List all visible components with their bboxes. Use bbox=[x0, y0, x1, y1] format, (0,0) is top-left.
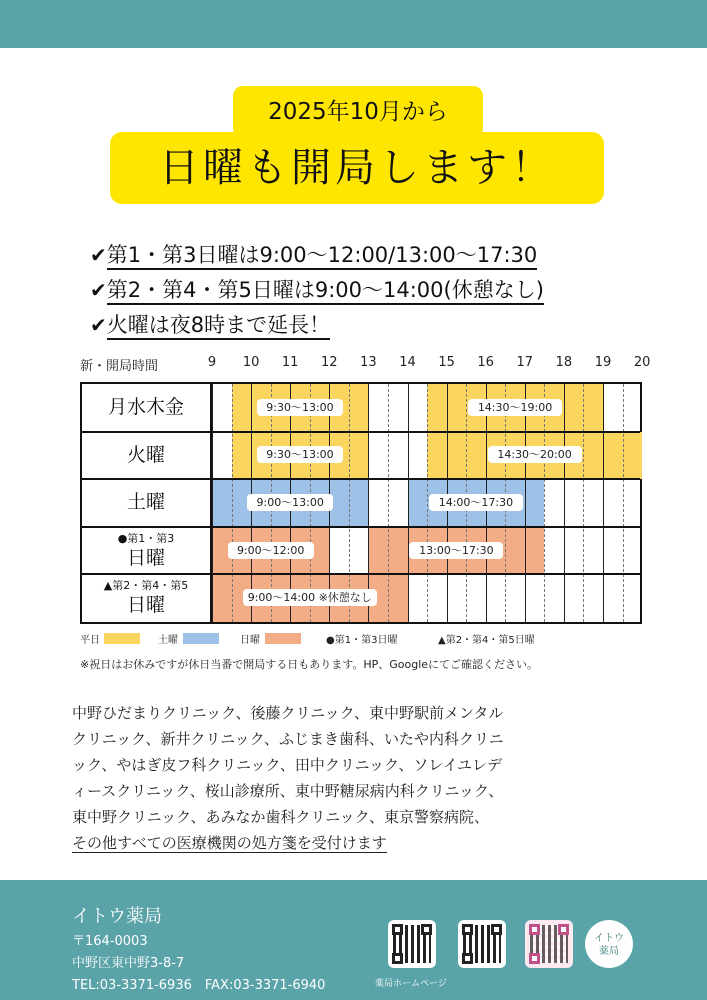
grid-line bbox=[408, 384, 409, 622]
hour-tick-label: 10 bbox=[242, 355, 260, 370]
legend-sun13: ●第1・第3日曜 bbox=[326, 635, 398, 646]
grid-line bbox=[368, 384, 369, 622]
row-label bbox=[82, 479, 210, 527]
feature-list bbox=[90, 240, 544, 345]
row-note: ●第1・第3 bbox=[117, 531, 175, 545]
feature-item-3: ✔火曜は夜8時まで延長！ bbox=[90, 310, 544, 345]
row-label bbox=[82, 432, 210, 480]
top-band bbox=[0, 0, 707, 48]
feature-item-2: ✔第2・第4・第5日曜は9:00〜14:00(休憩なし) bbox=[90, 275, 544, 310]
hour-tick-label: 19 bbox=[594, 355, 612, 370]
legend-sunday-label: 日曜 bbox=[240, 635, 260, 646]
legend-saturday-label: 土曜 bbox=[158, 635, 178, 646]
hour-tick-label: 9 bbox=[207, 355, 217, 370]
schedule-time-label: 13:00〜17:30 bbox=[409, 542, 503, 559]
qr-code-homepage-icon[interactable] bbox=[388, 920, 436, 968]
hour-tick-label: 17 bbox=[516, 355, 534, 370]
grid-line bbox=[427, 384, 428, 622]
grid-line bbox=[583, 384, 584, 622]
footer bbox=[0, 880, 707, 1000]
hour-tick-label: 13 bbox=[360, 355, 377, 370]
row-label bbox=[82, 527, 210, 575]
grid-line bbox=[212, 384, 213, 622]
qr-caption: 薬局ホームページ bbox=[375, 979, 447, 989]
row-day-label: 火曜 bbox=[126, 443, 165, 466]
hour-tick-label: 11 bbox=[281, 355, 299, 370]
pharmacy-name: イトウ薬局 bbox=[72, 906, 162, 927]
postal-code: 〒164-0003 bbox=[72, 934, 148, 949]
check-mark-icon: ✔ bbox=[90, 313, 107, 337]
sub-banner: 2025年10月から bbox=[233, 86, 483, 138]
clinic-line: クリニック、新井クリニック、ふじまき歯科、いたや内科クリニ bbox=[72, 730, 504, 748]
feature-item-1: ✔第1・第3日曜は9:00〜12:00/13:00〜17:30 bbox=[90, 240, 544, 275]
schedule-time-label: 14:30〜19:00 bbox=[468, 399, 562, 416]
schedule-time-label: 9:00〜13:00 bbox=[247, 494, 333, 511]
grid-line bbox=[232, 384, 233, 622]
row-label bbox=[82, 574, 210, 622]
legend-weekday-swatch bbox=[104, 633, 140, 644]
pharmacy-logo bbox=[585, 920, 633, 968]
main-banner-title: 日曜も開局します！ bbox=[110, 132, 604, 204]
schedule-time-label: 9:00〜12:00 bbox=[228, 542, 314, 559]
tel-fax: TEL:03-3371-6936 FAX:03-3371-6940 bbox=[72, 978, 326, 993]
hour-tick-label: 20 bbox=[633, 355, 651, 370]
hour-tick-label: 12 bbox=[321, 355, 338, 370]
legend-sun245: ▲第2・第4・第5日曜 bbox=[438, 635, 535, 646]
hour-header bbox=[0, 355, 707, 375]
grid-line bbox=[603, 384, 604, 622]
label-column-divider bbox=[210, 384, 212, 622]
grid-line bbox=[388, 384, 389, 622]
row-day-label: 月水木金 bbox=[107, 396, 184, 418]
qr-code-line-icon[interactable] bbox=[458, 920, 506, 968]
qr-code-instagram-icon[interactable] bbox=[525, 920, 573, 968]
check-mark-icon: ✔ bbox=[90, 278, 107, 302]
logo-text: イトウ 薬局 bbox=[594, 933, 624, 957]
clinic-list bbox=[72, 700, 642, 856]
legend-sunday-swatch bbox=[265, 633, 301, 644]
holiday-note: ※祝日はお休みですが休日当番で開局する日もあります。HP、Googleにてご確認ください。 bbox=[80, 658, 539, 671]
grid-line bbox=[564, 384, 565, 622]
schedule-header-label: 新・開局時間 bbox=[80, 359, 159, 374]
grid-line bbox=[525, 384, 526, 622]
clinic-line: ィースクリニック、桜山診療所、東中野糖尿病内科クリニック、 bbox=[72, 782, 504, 800]
schedule-table bbox=[80, 382, 642, 624]
grid-line bbox=[544, 384, 545, 622]
schedule-time-label: 9:30〜13:00 bbox=[257, 399, 343, 416]
grid-line bbox=[623, 384, 624, 622]
clinic-line: ック、やはぎ皮フ科クリニック、田中クリニック、ソレイユレデ bbox=[72, 756, 503, 774]
row-day-label: 日曜 bbox=[126, 546, 165, 569]
grid-line bbox=[349, 384, 350, 622]
row-day-label: 土曜 bbox=[126, 491, 165, 514]
schedule-time-label: 14:30〜20:00 bbox=[488, 446, 582, 463]
clinic-line: 中野ひだまりクリニック、後藤クリニック、東中野駅前メンタル bbox=[72, 704, 504, 722]
clinic-line: 東中野クリニック、あみなか歯科クリニック、東京警察病院、 bbox=[72, 808, 490, 826]
legend-weekday-label: 平日 bbox=[80, 635, 100, 646]
check-mark-icon: ✔ bbox=[90, 243, 107, 267]
row-day-label: 日曜 bbox=[126, 594, 165, 617]
hour-tick-label: 16 bbox=[477, 355, 494, 370]
row-label bbox=[82, 384, 210, 432]
legend-saturday-swatch bbox=[183, 633, 219, 644]
schedule-time-label: 9:00〜14:00 ※休憩なし bbox=[243, 589, 377, 606]
hour-tick-label: 14 bbox=[399, 355, 416, 370]
prescription-closing: その他すべての医療機関の処方箋を受付けます bbox=[72, 834, 387, 852]
address: 中野区東中野3-8-7 bbox=[72, 956, 185, 971]
schedule-time-label: 9:30〜13:00 bbox=[257, 446, 343, 463]
hour-tick-label: 18 bbox=[555, 355, 573, 370]
hour-tick-label: 15 bbox=[438, 355, 455, 370]
schedule-time-label: 14:00〜17:30 bbox=[429, 494, 523, 511]
row-note: ▲第2・第4・第5 bbox=[103, 579, 189, 593]
